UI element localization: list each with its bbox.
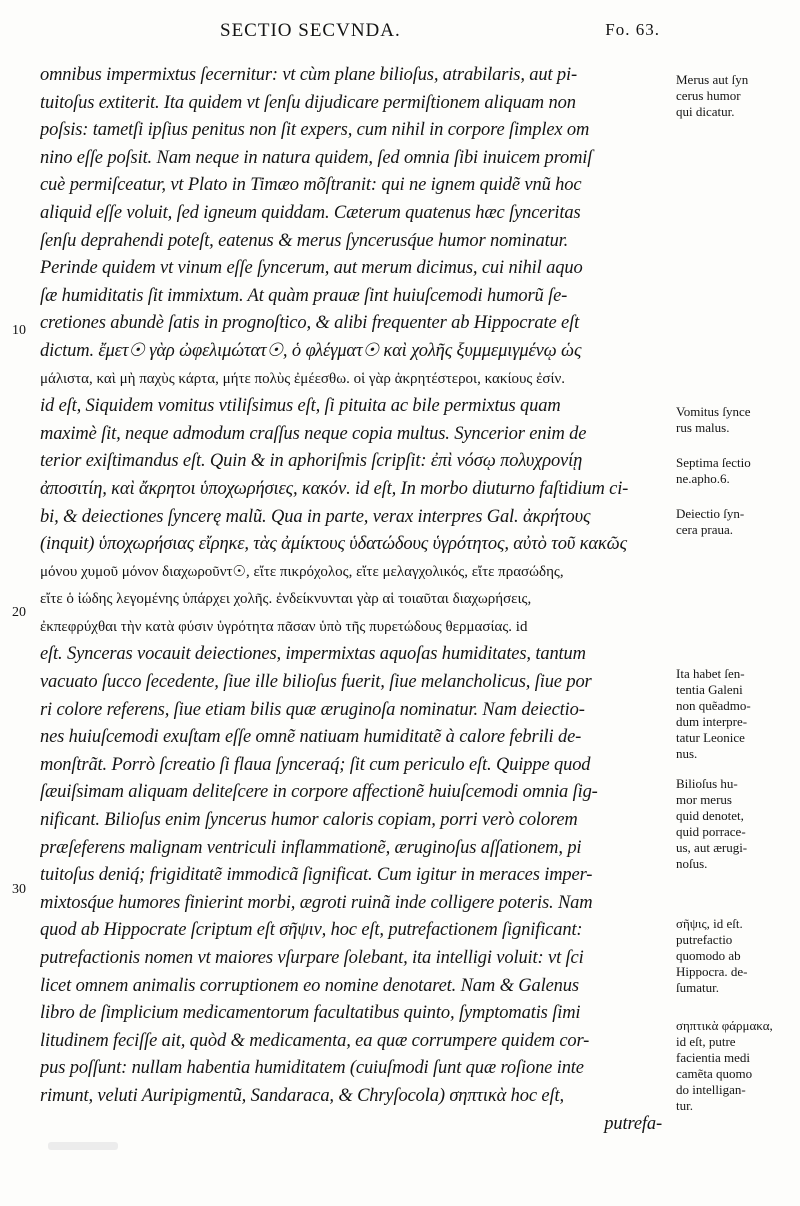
text-line: poſsis: tametſi ipſius penitus non ſit expers, cum nihil in corpore ſimplex om <box>40 120 590 141</box>
margin-note-line: Deiectio ſyn- <box>676 506 745 521</box>
margin-note-line: σῆψις, id eſt. <box>676 916 743 931</box>
margin-note-line: mor merus <box>676 792 732 807</box>
main-text-block <box>40 62 666 1138</box>
text-line: cuè permiſceatur, vt Plato in Timæo mõſtranit: qui ne ignem quidẽ vnũ hoc <box>40 175 582 196</box>
margin-note-line: quid porrace- <box>676 824 746 839</box>
text-line: monſtrãt. Porrò ſcreatio ſi flaua ſynceraq́; ſit cum periculo eſt. Quippe quod <box>40 754 591 775</box>
text-line: ſenſu deprahendi poteſt, eatenus & merus ſyncerusq́ue humor nominatur. <box>40 230 569 251</box>
margin-note <box>676 666 796 762</box>
margin-note-line: tatur Leonice <box>676 730 745 745</box>
margin-note-line: tur. <box>676 1098 693 1113</box>
text-line: nino eſſe poſsit. Nam neque in natura quidem, ſed omnia ſibi inuicem promiſ <box>40 147 593 168</box>
margin-note-line: rus malus. <box>676 420 730 435</box>
margin-note <box>676 916 796 996</box>
text-line: libro de ſimplicium medicamentorum facultatibus quinto, ſymptomatis ſimi <box>40 1003 581 1024</box>
margin-note-line: Vomitus ſynce <box>676 404 751 419</box>
margin-note-line: cera praua. <box>676 522 734 537</box>
margin-note-line: quid denotet, <box>676 808 744 823</box>
margin-note-line: qui dicatur. <box>676 104 735 119</box>
folio-number: Fo. 63. <box>605 20 660 39</box>
text-line: pus poſſunt: nullam habentia humiditatem (cuiuſmodi ſunt quæ roſione inte <box>40 1058 584 1079</box>
greek-text-line: ἐκπεφρύχθαι τὴν κατὰ φύσιν ὑγρότητα πᾶσαν ὑπὸ τῆς πυρετώδους θερμασίας. id <box>40 618 528 635</box>
margin-note-line: ne.apho.6. <box>676 471 730 486</box>
text-line: tuitoſus deniq́; frigiditatẽ immodicã ſignificat. Cum igitur in meraces imper- <box>40 865 593 886</box>
margin-note-line: noſus. <box>676 856 708 871</box>
margin-note <box>676 1018 796 1114</box>
margin-note-line: id eſt, putre <box>676 1034 736 1049</box>
margin-note-line: nus. <box>676 746 698 761</box>
text-line: cretiones abundè ſatis in prognoſtico, & alibi frequenter ab Hippocrate eſt <box>40 313 580 334</box>
margin-note-line: Merus aut ſyn <box>676 72 749 87</box>
line-number-marker: 20 <box>12 605 26 620</box>
catchword: putrefa- <box>604 1113 662 1134</box>
text-line: bi, & deiectiones ſyncerę malũ. Qua in parte, verax interpres Gal. ἀκρήτους <box>40 506 591 527</box>
greek-text-line: εἴτε ὁ ἰώδης λεγομένης ὑπάρχει χολῆς. ἐνδείκνυνται γὰρ αἱ τοιαῦται διαχωρήσεις, <box>40 591 532 608</box>
text-line: id eſt, Siquidem vomitus vtiliſsimus eſt, ſi pituita ac bile permixtus quam <box>40 396 561 417</box>
text-line: nificant. Bilioſus enim ſyncerus humor caloris copiam, porri verò colorem <box>40 810 578 831</box>
margin-note-line: camẽta quomo <box>676 1066 753 1081</box>
margin-note-line: Bilioſus hu- <box>676 776 738 791</box>
running-head <box>220 20 660 50</box>
margin-note-line: facientia medi <box>676 1050 750 1065</box>
text-line: quod ab Hippocrate ſcriptum eſt σῆψιν, hoc eſt, putrefactionem ſignificant: <box>40 920 583 941</box>
margin-note <box>676 404 796 436</box>
text-line: rimunt, veluti Auripigmentũ, Sandaraca, & Chryſocola) σηπτικὰ hoc eſt, <box>40 1085 564 1106</box>
text-line: (inquit) ὑποχωρήσιας εἴρηκε, τὰς ἀμίκτους ὑδατώδους ὑγρότητος, αὐτὸ τοῦ κακῶς <box>40 534 627 555</box>
text-line: omnibus impermixtus ſecernitur: vt cùm plane bilioſus, atrabilaris, aut pi- <box>40 65 578 85</box>
text-line: eſt. Synceras vocauit deiectiones, impermixtas aquoſas humiditates, tantum <box>40 644 586 665</box>
text-line: ἀποσιτίη, καὶ ἄκρητοι ὑποχωρήσιες, κακόν. id eſt, In morbo diuturno faſtidium ci- <box>40 478 629 499</box>
margin-note <box>676 776 796 872</box>
margin-note-line: dum interpre- <box>676 714 748 729</box>
text-line: nes huiuſcemodi exuſtam eſſe omnẽ natiuam humiditatẽ à calore febrili de- <box>40 727 582 748</box>
text-line: dictum. ἔμετ☉ γὰρ ὠφελιμώτατ☉, ὁ φλέγματ☉ καὶ χολῆς ξυμμεμιγμένῳ ὡς <box>40 340 582 361</box>
margin-note-line: cerus humor <box>676 88 741 103</box>
margin-note-line: do intelligan- <box>676 1082 746 1097</box>
margin-note-line: quomodo ab <box>676 948 741 963</box>
section-title: SECTIO SECVNDA. <box>220 20 401 41</box>
text-line: vacuato ſucco ſecedente, ſiue ille bilioſus fuerit, ſiue melancholicus, ſiue por <box>40 672 592 693</box>
ink-smudge <box>48 1142 118 1150</box>
margin-note-line: Hippocra. de- <box>676 964 748 979</box>
margin-note-line: Septima ſectio <box>676 455 751 470</box>
greek-text-line: μόνου χυμοῦ μόνον διαχωροῦντ☉, εἴτε πικρόχολος, εἴτε μελαγχολικός, εἴτε πρασώδης, <box>40 563 564 580</box>
margin-note-line: putrefactio <box>676 932 733 947</box>
line-number-marker: 10 <box>12 323 26 338</box>
text-line: mixtosq́ue humores finierint morbi, ægroti ruinã inde colligere poteris. Nam <box>40 892 593 913</box>
text-line: maximè ſit, neque admodum craſſus neque copia multus. Syncerior enim de <box>40 423 587 444</box>
margin-note-line: σηπτικὰ φάρμακα, <box>676 1018 773 1033</box>
text-line: ri colore referens, ſiue etiam bilis quæ æruginoſa nominatur. Nam deiectio- <box>40 699 585 720</box>
text-line: terior exiſtimandus eſt. Quin & in aphoriſmis ſcripſit: ἐπὶ νόσῳ πολυχρονίῃ <box>40 451 583 472</box>
text-line: ſæ humiditatis ſit immixtum. At quàm prauæ ſint huiuſcemodi humorũ ſe- <box>40 285 568 306</box>
margin-note-line: Ita habet ſen- <box>676 666 745 681</box>
margin-note-line: tentia Galeni <box>676 682 743 697</box>
text-line: præſeferens malignam ventriculi inflammationẽ, æruginoſus aſſationem, pi <box>40 837 582 858</box>
greek-text-line: μάλιστα, καὶ μὴ παχὺς κάρτα, μήτε πολὺς ἐμέεσθω. οἱ γὰρ ἀκρητέστεροι, κακίους ἐσίν. <box>40 370 566 387</box>
text-line: Perinde quidem vt vinum eſſe ſyncerum, aut merum dicimus, cui nihil aquo <box>40 258 583 279</box>
text-line: tuitoſus extiterit. Ita quidem vt ſenſu dijudicare permiſtionem aliquam non <box>40 92 576 113</box>
margin-note <box>676 455 796 487</box>
text-line: putrefactionis nomen vt maiores vſurpare ſolebant, ita intelligi voluit: vt ſci <box>40 948 584 968</box>
margin-note-line: us, aut ærugi- <box>676 840 748 855</box>
line-number-marker: 30 <box>12 882 26 897</box>
text-line: ſæuiſsimam aliquam deliteſcere in corpore affectionẽ huiuſcemodi omnia ſig- <box>40 782 598 803</box>
text-line: aliquid eſſe voluit, ſed igneum quiddam. Cæterum quatenus hæc ſynceritas <box>40 202 581 223</box>
margin-note-line: ſumatur. <box>676 980 719 995</box>
margin-note <box>676 506 796 538</box>
margin-note <box>676 72 796 120</box>
text-line: litudinem feciſſe ait, quòd & medicamenta, ea quæ corrumpere quidem cor- <box>40 1030 590 1051</box>
margin-note-line: non quẽadmo- <box>676 698 751 713</box>
text-line: licet omnem animalis corruptionem eo nomine denotaret. Nam & Galenus <box>40 975 579 996</box>
